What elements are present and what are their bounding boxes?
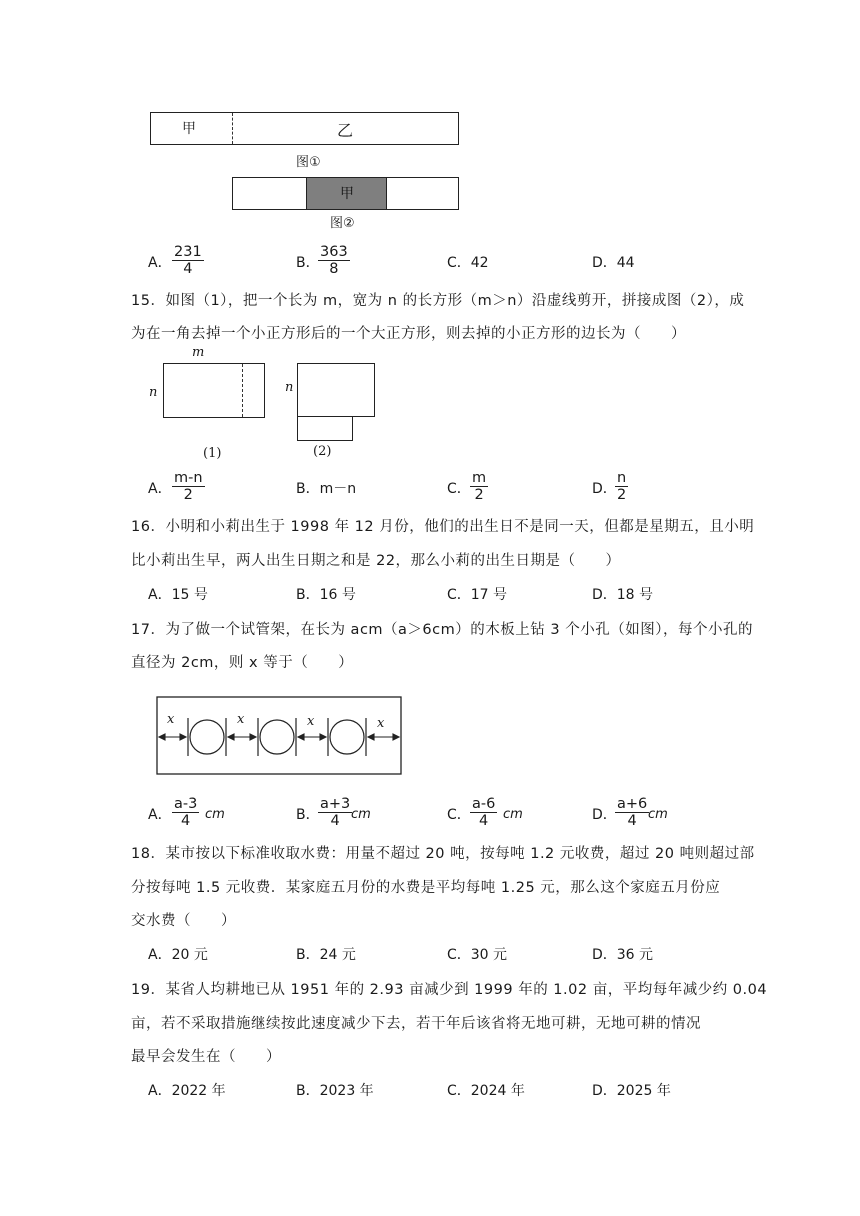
q17-option-b-frac bbox=[318, 796, 352, 829]
q19-option-a[interactable]: A．2022 年 bbox=[148, 1083, 226, 1099]
q17-option-c-num: a-6 bbox=[472, 796, 496, 812]
q15-option-c-frac bbox=[470, 470, 488, 503]
q15-fig2-upper-rect bbox=[297, 363, 375, 417]
q14-option-a-num: 231 bbox=[174, 244, 202, 260]
fig14-dashed-divider bbox=[232, 113, 233, 144]
q17-option-c-letter[interactable]: C． bbox=[447, 807, 471, 823]
q17-text-line2: 直径为 2cm，则 x 等于（ ） bbox=[131, 655, 354, 671]
q14-option-b-frac bbox=[318, 244, 350, 277]
q14-option-c[interactable]: C．42 bbox=[447, 255, 489, 271]
q14-option-d[interactable]: D．44 bbox=[592, 255, 635, 271]
q15-fig1-label-m: m bbox=[192, 345, 205, 360]
q15-option-d-num: n bbox=[617, 470, 627, 486]
fig14-label-yi: 乙 bbox=[337, 121, 354, 140]
q14-option-b-letter[interactable]: B． bbox=[296, 255, 320, 271]
q16-option-a[interactable]: A．15 号 bbox=[148, 587, 208, 603]
q19-text-line2: 亩，若不采取措施继续按此速度减少下去，若干年后该省将无地可耕，无地可耕的情况 bbox=[131, 1016, 701, 1032]
q17-option-a-unit: cm bbox=[205, 807, 225, 822]
q15-fig1-label-n: n bbox=[149, 385, 158, 400]
q19-option-b[interactable]: B．2023 年 bbox=[296, 1083, 374, 1099]
fig14-label-jia: 甲 bbox=[182, 121, 196, 137]
q15-option-b[interactable] bbox=[296, 479, 356, 499]
q17-test-tube-rack-figure bbox=[150, 690, 410, 780]
q15-option-d-letter[interactable]: D． bbox=[592, 481, 617, 497]
q17-option-b-num: a+3 bbox=[320, 796, 351, 812]
q16-text-line2: 比小莉出生早，两人出生日期之和是 22，那么小莉的出生日期是（ ） bbox=[131, 553, 621, 569]
q18-option-c[interactable]: C．30 元 bbox=[447, 947, 508, 963]
q15-option-b-text: B．m－n bbox=[296, 481, 357, 497]
q14-option-a-letter[interactable]: A． bbox=[148, 255, 172, 271]
fig14-caption-1: 图① bbox=[296, 155, 321, 170]
q16-text-line1: 16．小明和小莉出生于 1998 年 12 月份，他们的出生日不是同一天，但都是星期五，且小明 bbox=[131, 519, 755, 535]
q15-option-a-frac bbox=[172, 470, 205, 503]
q15-option-c-num: m bbox=[472, 470, 487, 486]
q17-option-d-unit: cm bbox=[648, 807, 668, 822]
q17-option-b-den: 4 bbox=[330, 813, 340, 829]
q15-option-a-letter[interactable]: A． bbox=[148, 481, 172, 497]
q15-fig1-caption: (1) bbox=[203, 446, 222, 461]
q14-option-b-num: 363 bbox=[320, 244, 348, 260]
q17-fig-label-x-2: x bbox=[237, 712, 245, 727]
q17-option-d-frac bbox=[615, 796, 649, 829]
q17-option-d-letter[interactable]: D． bbox=[592, 807, 617, 823]
q16-option-d[interactable]: D．18 号 bbox=[592, 587, 654, 603]
q15-fig2-caption: (2) bbox=[313, 444, 332, 459]
q15-option-d-den: 2 bbox=[616, 487, 627, 503]
q15-text-line1: 15．如图（1），把一个长为 m，宽为 n 的长方形（m＞n）沿虚线剪开，拼接成图（2），成 bbox=[131, 293, 745, 309]
q18-option-a[interactable]: A．20 元 bbox=[148, 947, 208, 963]
q15-fig1-rect bbox=[163, 363, 265, 418]
q17-option-c-unit: cm bbox=[503, 807, 523, 822]
q17-option-b-letter[interactable]: B． bbox=[296, 807, 320, 823]
q17-option-a-frac bbox=[172, 796, 199, 829]
q17-fig-label-x-1: x bbox=[167, 712, 175, 727]
q15-fig1-dashed-cut bbox=[242, 364, 243, 417]
q19-text-line1: 19．某省人均耕地已从 1951 年的 2.93 亩减少到 1999 年的 1.02 亩，平均每年减少约 0.04 bbox=[131, 982, 768, 998]
q14-option-b-den: 8 bbox=[329, 261, 339, 277]
q17-option-b-unit: cm bbox=[351, 807, 371, 822]
q18-option-b[interactable]: B．24 元 bbox=[296, 947, 356, 963]
fig14-caption-2: 图② bbox=[330, 216, 355, 231]
q17-option-a-den: 4 bbox=[181, 813, 191, 829]
q15-fig2-label-n: n bbox=[285, 380, 294, 395]
q18-text-line3: 交水费（ ） bbox=[131, 913, 236, 929]
q14-option-a-frac bbox=[172, 244, 204, 277]
q17-option-d-den: 4 bbox=[627, 813, 637, 829]
q19-option-d[interactable]: D．2025 年 bbox=[592, 1083, 671, 1099]
fig14-strip-1 bbox=[150, 112, 459, 145]
q17-fig-label-x-3: x bbox=[307, 714, 315, 729]
q17-option-c-frac bbox=[470, 796, 497, 829]
q17-fig-label-x-4: x bbox=[377, 716, 385, 731]
q17-option-a-num: a-3 bbox=[174, 796, 198, 812]
q19-option-c[interactable]: C．2024 年 bbox=[447, 1083, 525, 1099]
q18-text-line1: 18．某市按以下标准收取水费：用量不超过 20 吨，按每吨 1.2 元收费，超过 20 吨则超过部 bbox=[131, 846, 755, 862]
q16-option-c[interactable]: C．17 号 bbox=[447, 587, 508, 603]
q15-option-c-letter[interactable]: C． bbox=[447, 481, 471, 497]
q18-text-line2: 分按每吨 1.5 元收费．某家庭五月份的水费是平均每吨 1.25 元，那么这个家庭五月份应 bbox=[131, 880, 721, 896]
q17-option-c-den: 4 bbox=[479, 813, 489, 829]
q17-text-line1: 17．为了做一个试管架，在长为 acm（a＞6cm）的木板上钻 3 个小孔（如图），每个小孔的 bbox=[131, 622, 753, 638]
q15-option-c-den: 2 bbox=[474, 487, 484, 503]
q16-option-b[interactable]: B．16 号 bbox=[296, 587, 356, 603]
q15-text-line2: 为在一角去掉一个小正方形后的一个大正方形，则去掉的小正方形的边长为（ ） bbox=[131, 326, 686, 342]
q14-option-a-den: 4 bbox=[183, 261, 193, 277]
q17-option-d-num: a+6 bbox=[617, 796, 648, 812]
q19-text-line3: 最早会发生在（ ） bbox=[131, 1049, 281, 1065]
q18-option-d[interactable]: D．36 元 bbox=[592, 947, 654, 963]
fig14-label-jia-2: 甲 bbox=[340, 186, 354, 202]
q15-option-d-frac bbox=[615, 470, 628, 503]
q17-option-a-letter[interactable]: A． bbox=[148, 807, 172, 823]
q15-option-a-num: m-n bbox=[174, 470, 203, 486]
q15-option-a-den: 2 bbox=[183, 487, 193, 503]
